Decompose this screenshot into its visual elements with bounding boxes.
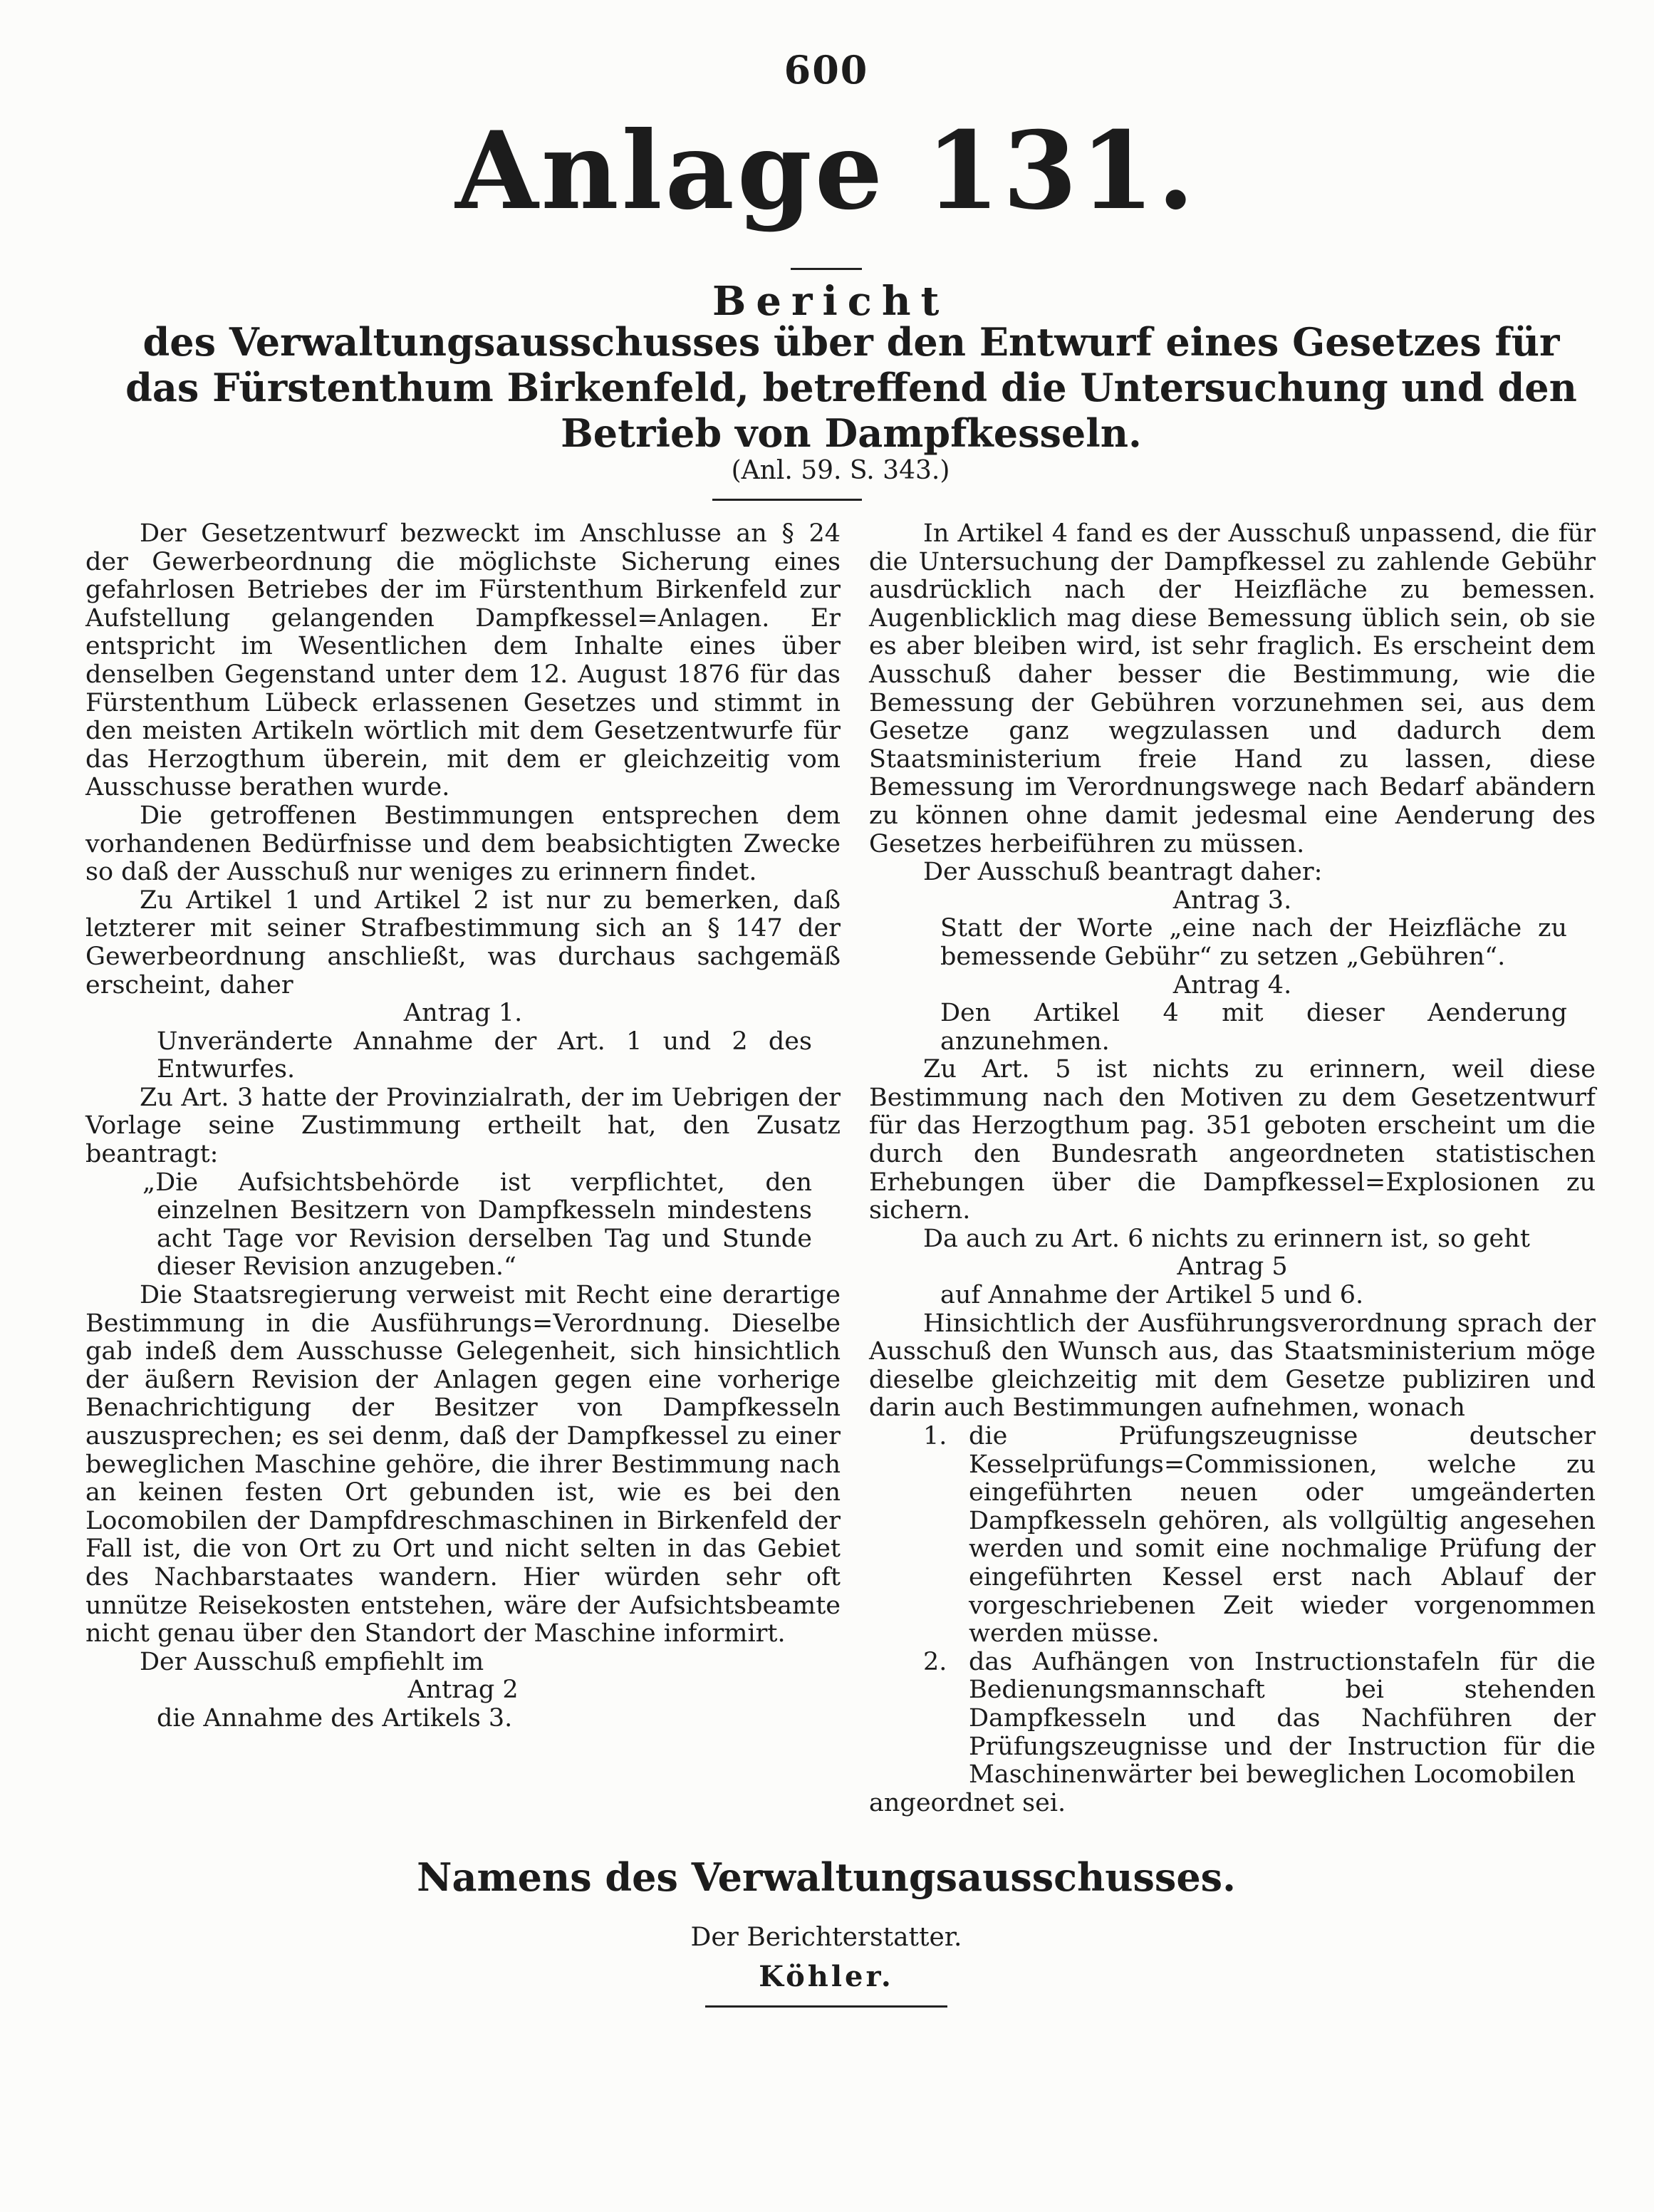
paragraph: Die Staatsregierung verweist mit Recht eine derartige Bestimmung in die Ausführungs=Verordnung. Dieselbe gab indeß dem Ausschusse Gelegenheit, sich hinsichtlich der äußern Revision der Anlagen gegen eine vorherige Benachrichtigung der Besitzer von Dampfkesseln auszusprechen; es sei denm, daß der Dampfkessel zu einer beweglichen Maschine gehöre, die ihrer Bestimmung nach an keinen festen Ort gebunden ist, wie es bei den Locomobilen der Dampfdreschmaschinen in Birkenfeld der Fall ist, die von Ort zu Ort und nicht selten in das Gebiet des Nachbarstaates wandern. Hier würden sehr oft unnütze Reisekosten entstehen, wäre der Aufsichtsbeamte nicht genau über den Standort der Maschine informirt. (85, 1281, 841, 1648)
motion-label: Antrag 1. (403, 999, 523, 1028)
motion-text: die Annahme des Artikels 3. (157, 1703, 513, 1733)
left-column (85, 520, 841, 1733)
paragraph: Zu Art. 5 ist nichts zu erinnern, weil diese Bestimmung nach den Motiven zu dem Gesetzentwurf für das Herzogthum pag. 351 geboten erscheint um die durch den Bundesrath angeordneten statistischen Erhebungen über die Dampfkessel=Explosionen zu sichern. (869, 1055, 1596, 1225)
provision-list (869, 1423, 1596, 1790)
motion-text: Unveränderte Annahme der Art. 1 und 2 des Entwurfes. (157, 1027, 812, 1084)
committee-name: Namens des Verwaltungsausschusses. (417, 1854, 1236, 1900)
rapporteur-name: Köhler. (759, 1960, 894, 1993)
list-item (869, 1648, 1596, 1790)
list-item-number: 1. (923, 1422, 947, 1450)
report-subtitle: Bericht (712, 278, 950, 325)
motion-text: Statt der Worte „eine nach der Heizfläche zu bemessende Gebühr“ zu setzen „Gebühren“. (940, 914, 1567, 971)
paragraph: Zu Art. 3 hatte der Provinzialrath, der im Uebrigen der Vorlage seine Zustimmung ertheilt hat, den Zusatz beantragt: (85, 1083, 841, 1169)
title-rule (791, 268, 862, 270)
list-item-number: 2. (923, 1647, 947, 1676)
list-item-text: das Aufhängen von Instructionstafeln für die Bedienungsmannschaft bei stehenden Dampfkesseln und das Nachführen der Prüfungszeugnisse und der Instruction für die Maschinenwärter bei beweglichen Locomobilen (969, 1647, 1596, 1790)
motion-label: Antrag 3. (1172, 886, 1292, 915)
motion-text: auf Annahme der Artikel 5 und 6. (940, 1281, 1364, 1310)
signature-block (114, 1852, 1539, 1996)
reference-note: (Anl. 59. S. 343.) (731, 456, 950, 485)
motion-text: Den Artikel 4 mit dieser Aenderung anzunehmen. (940, 999, 1567, 1056)
closing-rule (705, 2005, 947, 2008)
paragraph: angeordnet sei. (869, 1788, 1066, 1817)
list-item-text: die Prüfungszeugnisse deutscher Kesselprüfungs=Commissionen, welche zu eingeführten neuen oder umgeänderten Dampfkesseln gehören, als vollgültig angesehen werden und somit eine nochmalige Prüfung der eingeführten Kessel erst nach Ablauf der vorgeschriebenen Zeit wieder vorgenommen werden müsse. (969, 1422, 1596, 1648)
list-item (869, 1423, 1596, 1648)
rapporteur-role: Der Berichterstatter. (690, 1923, 962, 1952)
document-title: Anlage 131. (455, 108, 1197, 234)
report-heading: des Verwaltungsausschusses über den Entwurf eines Gesetzes für das Fürstenthum Birkenfeld, betreffend die Untersuchung und den Betrieb von Dampfkesseln. (125, 319, 1577, 456)
paragraph: Der Ausschuß beantragt daher: (923, 858, 1323, 887)
paragraph: Die getroffenen Bestimmungen entsprechen dem vorhandenen Bedürfnisse und dem beabsichtigten Zwecke so daß der Ausschuß nur weniges zu erinnern findet. (85, 801, 841, 887)
paragraph: Da auch zu Art. 6 nichts zu erinnern ist, so geht (923, 1224, 1530, 1253)
page-number: 600 (784, 47, 869, 93)
motion-label: Antrag 2 (407, 1676, 519, 1705)
paragraph: Der Gesetzentwurf bezweckt im Anschlusse an § 24 der Gewerbeordnung die möglichste Sicherung eines gefahrlosen Betriebes der im Fürstenthum Birkenfeld zur Aufstellung gelangenden Dampfkessel=Anlagen. Er entspricht im Wesentlichen dem Inhalte eines über denselben Gegenstand unter dem 12. August 1876 für das Fürstenthum Lübeck erlassenen Gesetzes und stimmt in den meisten Artikeln wörtlich mit dem Gesetzentwurfe für das Herzogthum überein, mit dem er gleichzeitig vom Ausschusse berathen wurde. (85, 519, 841, 802)
right-column (869, 520, 1596, 1817)
paragraph: Der Ausschuß empfiehlt im (140, 1647, 484, 1676)
heading-rule (712, 499, 862, 501)
quoted-amendment: „Die Aufsichtsbehörde ist verpflichtet, den einzelnen Besitzern von Dampfkesseln mindestens acht Tage vor Revision derselben Tag und Stunde dieser Revision anzugeben.“ (142, 1168, 812, 1282)
motion-label: Antrag 5 (1177, 1252, 1288, 1282)
paragraph: In Artikel 4 fand es der Ausschuß unpassend, die für die Untersuchung der Dampfkessel zu zahlende Gebühr ausdrücklich nach der Heizfläche zu bemessen. Augenblicklich mag diese Bemessung üblich sein, ob sie es aber bleiben wird, ist sehr fraglich. Es erscheint dem Ausschuß daher besser die Bestimmung, wie die Bemessung der Gebühren vorzunehmen sei, aus dem Gesetze ganz wegzulassen und dadurch dem Staatsministerium freie Hand zu lassen, diese Bemessung im Verordnungswege nach Bedarf abändern zu können ohne damit jedesmal eine Aenderung des Gesetzes herbeiführen zu müssen. (869, 519, 1596, 858)
paragraph: Hinsichtlich der Ausführungsverordnung sprach der Ausschuß den Wunsch aus, das Staatsministerium möge dieselbe gleichzeitig mit dem Gesetze publiziren und darin auch Bestimmungen aufnehmen, wonach (869, 1309, 1596, 1423)
paragraph: Zu Artikel 1 und Artikel 2 ist nur zu bemerken, daß letzterer mit seiner Strafbestimmung sich an § 147 der Gewerbeordnung anschließt, was durchaus sachgemäß erscheint, daher (85, 886, 841, 999)
motion-label: Antrag 4. (1172, 970, 1292, 999)
